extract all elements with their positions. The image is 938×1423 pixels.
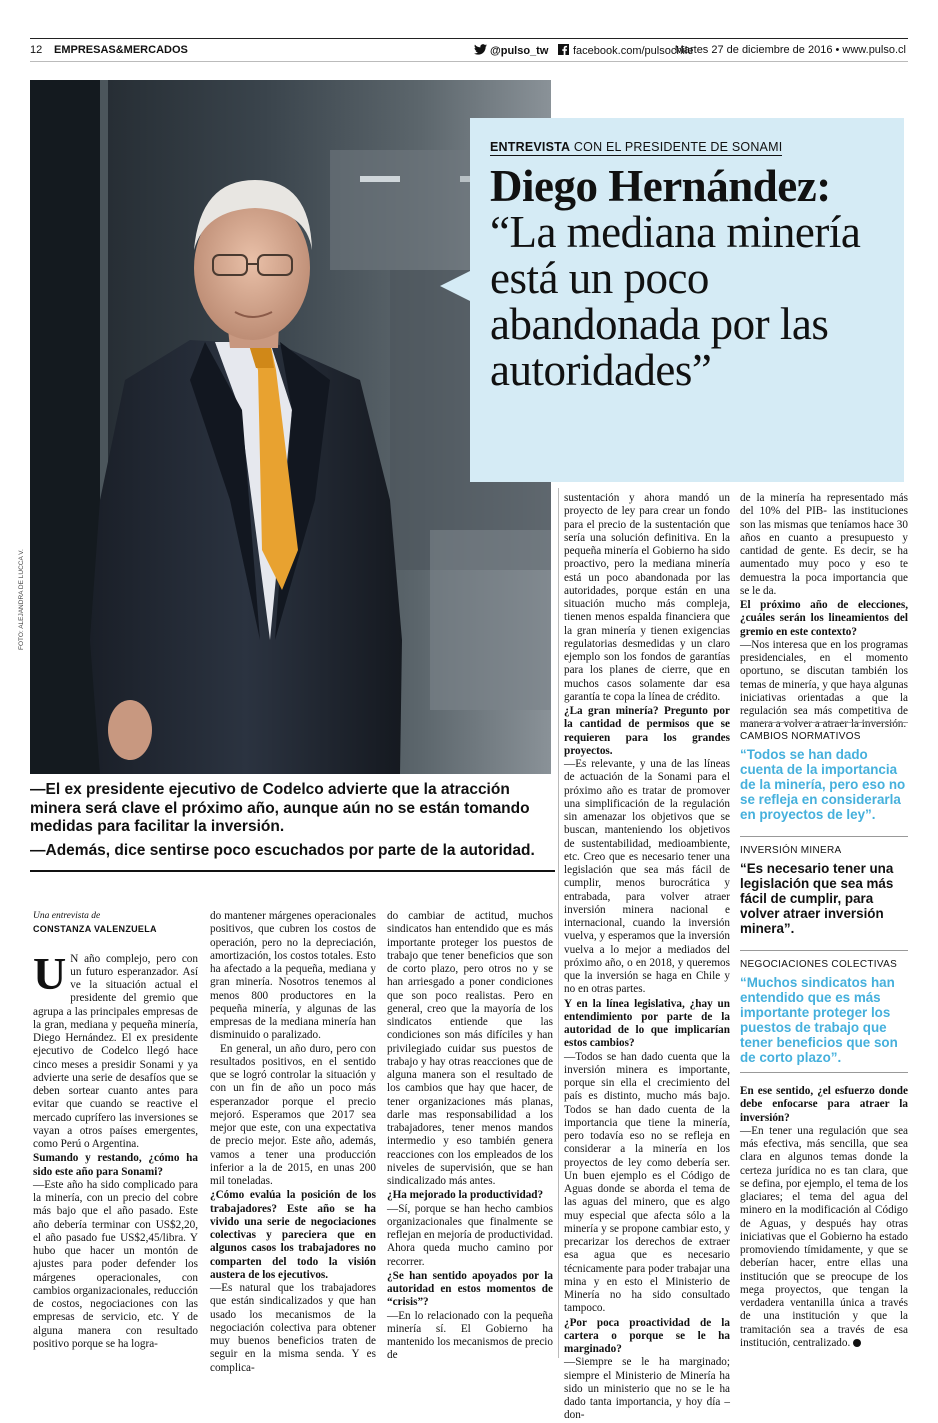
section-name: EMPRESAS&MERCADOS xyxy=(54,44,188,56)
paragraph-text: ¿Cómo evalúa la posición de los trabajadores? Este año se ha vivido una serie de negociaciones colectivas y pareciera que en algunos casos los trabajadores no comparten del todo la visión austera de los ejecutivos. xyxy=(210,1189,376,1281)
paragraph xyxy=(740,1125,908,1350)
paragraph-text: do cambiar de actitud, muchos sindicatos han entendido que es más importante proteger los puestos de trabajo que tener beneficios que son de corto plazo, pero otros no y se han arriesgado a poner condiciones que son poco realistas. Pero en general, creo que la mayoría de los sindicatos entiende que las condiciones son más difíciles y han privilegiado cuidar sus puestos de trabajo y hay otras reacciones que de alguna manera son el resultado de los cambios que hay que hacer, de tener organizaciones más planas, darle mas responsabilidad a los trabajadores, tener menos mandos intermedio y eso también genera reacciones con los empleados de los niveles de supervisión, que se han sindicalizado más antes. xyxy=(387,910,553,1187)
paragraph xyxy=(210,1043,376,1189)
kicker xyxy=(490,140,782,156)
twitter-handle[interactable] xyxy=(474,44,548,57)
paragraph xyxy=(387,1310,553,1363)
paragraph-text: N año complejo, pero con un futuro esperanzador. Así ve la situación actual el presidente del gremio que agrupa a las principales empresas de la gran, mediana y pequeña minería, Diego Hernández. El ex presidente ejecutivo de Codelco llegó hace cinco meses a presidir Sonami y ya advierte una serie de desafíos que se deben sortear cuanto antes para evitar que cuando se reactive el mercado cuprífero las inversiones se vayan a otros países emergentes, como Perú o Argentina. xyxy=(33,952,198,1150)
question xyxy=(387,1270,553,1310)
paragraph-text: de la minería ha representado más del 10% del PIB- las instituciones son las mismas que teníamos hace 30 años en cuanto a presupuesto y cantidad de gente. Es decir, se ha aumentado muy poco y eso te demuestra la poca importancia que se le da. xyxy=(740,492,908,597)
end-mark-icon xyxy=(853,1339,861,1347)
question xyxy=(387,1189,553,1202)
subhead-rule xyxy=(30,870,555,872)
side-quote-1-label: CAMBIOS NORMATIVOS xyxy=(740,722,908,742)
question xyxy=(210,1189,376,1282)
paragraph xyxy=(210,910,376,1043)
paragraph xyxy=(564,1051,730,1316)
page-number: 12 xyxy=(30,44,43,56)
side-quote-rule xyxy=(740,1072,908,1073)
side-quote-1-text: “Todos se han dado cuenta de la importancia de la minería, pero eso no se refleja en considerarla en proyectos de ley”. xyxy=(740,747,906,822)
paragraph-text: —En tener una regulación que sea más efectiva, más sencilla, que sea clara en algunos temas donde la certeza jurídica no es tan clara, que se defina, por ejemplo, el tema de los glaciares; el tema del agua del minero en la modificación al Código de Aguas, y después hay otras iniciativas que el Gobierno ha estado promoviendo tímidamente, y que se deberían hacer, entre ellas una institución que se preocupe de los mega proyectos, que tengan la verdadera ventanilla única a través de una institución y que la tramitación sea a través de esa institución, centralizado. xyxy=(740,1124,908,1349)
paragraph-text: sustentación y ahora mandó un proyecto de ley para crear un fondo para el precio de la sustentación que sería una solución definitiva. En la pequeña minería el Gobierno ha sido proactivo, pero la mediana minería está un poco abandonada por las autoridades, porque están en una situación mucho más compleja, tienen menos espalda financiera que la gran minería y tienen exigencias regulatorias desmedidas y un claro ejemplo son los fondos de garantías para los planes de cierre, que en muchos casos solamente dar esa garantía te copa la línea de crédito. xyxy=(564,492,730,703)
facebook-link[interactable] xyxy=(557,44,693,57)
question xyxy=(33,1152,198,1179)
facebook-icon xyxy=(557,44,570,55)
twitter-text: @pulso_tw xyxy=(490,45,549,57)
article-column-4 xyxy=(564,492,730,1423)
paragraph xyxy=(387,910,553,1188)
side-quote-2-text: “Es necesario tener una legislación que sea más fácil de cumplir, para volver atraer inversión minera”. xyxy=(740,861,894,936)
paragraph xyxy=(740,492,908,598)
paragraph-text: do mantener márgenes operacionales positivos, que cubren los costos de operación, pero no la depreciación, amortización, los costos totales. Esto ha afectado a la pequeña, mediana y gran minería. Nosotros tenemos al menos 800 productores en la pequeña minería, y algunas de las empresas de la mediana minería han disminuido o paralizado. xyxy=(210,910,376,1042)
side-quote-3-label: NEGOCIACIONES COLECTIVAS xyxy=(740,950,908,970)
question xyxy=(564,998,730,1051)
headline-quote: “La mediana minería está un poco abandonada por las autoridades” xyxy=(490,207,861,395)
side-quote-1 xyxy=(740,722,908,822)
title-box xyxy=(470,118,904,482)
side-quote-3-text: “Muchos sindicatos han entendido que es más importante proteger los puestos de trabajo que tener beneficios que son de corto plazo”. xyxy=(740,975,898,1065)
date-site: Martes 27 de diciembre de 2016 • www.pulso.cl xyxy=(674,44,906,56)
subheads xyxy=(30,781,560,865)
subhead-1: —El ex presidente ejecutivo de Codelco advierte que la atracción minera será clave el próximo año, aunque aún no se están tomando medidas para facilitar la inversión. xyxy=(30,781,530,835)
paragraph-text: —Todos se han dado cuenta que la inversión minera es importante, porque sin ella el crecimiento del país es distinto, mucho más bajo. Todos se han dado cuenta de la importancia que tiene la minería, pero todavía eso no se refleja en considerar a la minería en los proyectos de ley como debería ser. Un buen ejemplo es el Código de Aguas donde se aborda el tema de las aguas del minero, que es algo muy especial que afecta sólo a la minería y se propone cambiar esto, y precarizar los derechos de extraer esa agua que es necesario técnicamente para poder trabajar una mina y en esto el Ministerio de Minería no ha sido consultado tampoco. xyxy=(564,1050,730,1315)
paragraph-text: Y en la línea legislativa, ¿hay un entendimiento por parte de la autoridad de lo que implicarían estos cambios? xyxy=(564,997,730,1050)
paragraph-text: —Es relevante, y una de las líneas de actuación de la Sonami para el próximo año es tratar de promover una simplificación de la regulación sin amenazar los objetivos que se buscan, manteniendo los objetivos de sustentabilidad, medioambiente, etc. Creo que es necesario tener una legislación que sea más fácil de cumplir, menos burocrática y entrabada, para volver atraer inversión minera nacional e internacional, cuando la inversión vuelva, y esperamos que la inversión vuelva a lo mejor a mediados del próximo año, o en 2018, y queremos que la inversión se haga en Chile y no en otras partes. xyxy=(564,758,730,996)
side-quote-3 xyxy=(740,950,908,1065)
paragraph xyxy=(564,758,730,997)
paragraph-text: En general, un año duro, pero con resultados positivos, en el sentido que se logró controlar la situación y con un fin de año un poco más esperanzador porque el precio mejoró. Esperamos que 2017 sea mejor que este, con una expectativa de precio mejor. Este año, además, vamos a tener una producción inferior a la de 2015, en unas 200 mil toneladas. xyxy=(210,1042,376,1187)
facebook-text: facebook.com/pulsochile xyxy=(573,45,694,57)
column-divider xyxy=(558,488,559,1358)
byline-author: CONSTANZA VALENZUELA xyxy=(33,924,157,935)
side-quote-2 xyxy=(740,836,908,936)
question xyxy=(740,599,908,639)
paragraph-text: —Sí, porque se han hecho cambios organizacionales que finalmente se reflejan en mejoría de productividad. Ahora queda mucho camino por recorrer. xyxy=(387,1202,553,1268)
paragraph xyxy=(740,639,908,732)
article-column-1 xyxy=(33,910,198,1351)
article-column-3 xyxy=(387,910,553,1363)
paragraph xyxy=(210,1282,376,1375)
paragraph-text: El próximo año de elecciones, ¿cuáles serán los lineamientos del gremio en este contexto? xyxy=(740,599,908,638)
speech-pointer xyxy=(440,270,472,302)
headline-name: Diego Hernández: xyxy=(490,161,831,211)
kicker-bold: ENTREVISTA xyxy=(490,140,571,154)
question xyxy=(564,1317,730,1357)
subhead-2: —Además, dice sentirse poco escuchados por parte de la autoridad. xyxy=(30,841,535,859)
paragraph-text: En ese sentido, ¿el esfuerzo donde debe enfocarse para atraer la inversión? xyxy=(740,1085,908,1124)
paragraph-text: ¿Por poca proactividad de la cartera o porque se le ha marginado? xyxy=(564,1316,730,1355)
drop-cap: U xyxy=(33,947,67,999)
byline-label: Una entrevista de xyxy=(33,911,101,921)
paragraph-text: —En lo relacionado con la pequeña minería sí. El Gobierno ha mantenido los mecanismos de precio de xyxy=(387,1309,553,1362)
page-header xyxy=(30,38,908,62)
paragraph-text: ¿Ha mejorado la productividad? xyxy=(387,1189,544,1202)
side-quote-2-label: INVERSIÓN MINERA xyxy=(740,836,908,856)
question xyxy=(740,1085,908,1125)
paragraph-text: ¿Se han sentido apoyados por la autoridad en estos momentos de “crisis”? xyxy=(387,1269,553,1309)
paragraph xyxy=(33,947,198,1152)
paragraph-text: —Nos interesa que en los programas presidenciales, en el momento oportuno, se discutan también los temas de minería, y que haya algunas iniciativas orientadas a que la regulación sea más competitiva de manera a volver a atraer la inversión. xyxy=(740,638,908,731)
headline xyxy=(490,163,900,393)
paragraph-text: ¿La gran minería? Pregunto por la cantidad de permisos que se requieren para los grandes proyectos. xyxy=(564,705,730,757)
photo-credit: FOTO: ALEJANDRA DE LUCCA V. xyxy=(18,549,25,650)
paragraph-text: Sumando y restando, ¿cómo ha sido este año para Sonami? xyxy=(33,1152,198,1178)
paragraph xyxy=(33,1179,198,1351)
paragraph xyxy=(564,1356,730,1422)
paragraph-text: —Este año ha sido complicado para la minería, con un precio del cobre más bajo que el año pasado. Este año debería terminar con US$2,20, el año pasado fue US$2,45/libra. Y hubo que hacer un montón de ajustes para poder defender los márgenes operacionales, con cambios organizacionales, reducción de costos, negociaciones con las empresas de servicio, etc. Y de alguna manera con resultado positivo porque se ha logra- xyxy=(33,1178,198,1350)
article-column-2 xyxy=(210,910,376,1375)
paragraph-text: —Siempre se le ha marginado; siempre el Ministerio de Minería ha sido un ministerio que no se le ha dado tanta importancia, y hoy día –don- xyxy=(564,1356,730,1422)
question xyxy=(564,705,730,758)
kicker-rest: CON EL PRESIDENTE DE SONAMI xyxy=(570,140,783,154)
article-column-5-top xyxy=(740,492,908,732)
paragraph xyxy=(564,492,730,704)
article-column-5-bottom xyxy=(740,1084,908,1350)
twitter-icon xyxy=(474,44,487,55)
paragraph xyxy=(387,1203,553,1269)
paragraph-text: —Es natural que los trabajadores que están sindicalizados y que han usado los mecanismos de la negociación colectiva para obtener muy buenos beneficios traten de seguir en la misma senda. Y es complica- xyxy=(210,1282,376,1374)
